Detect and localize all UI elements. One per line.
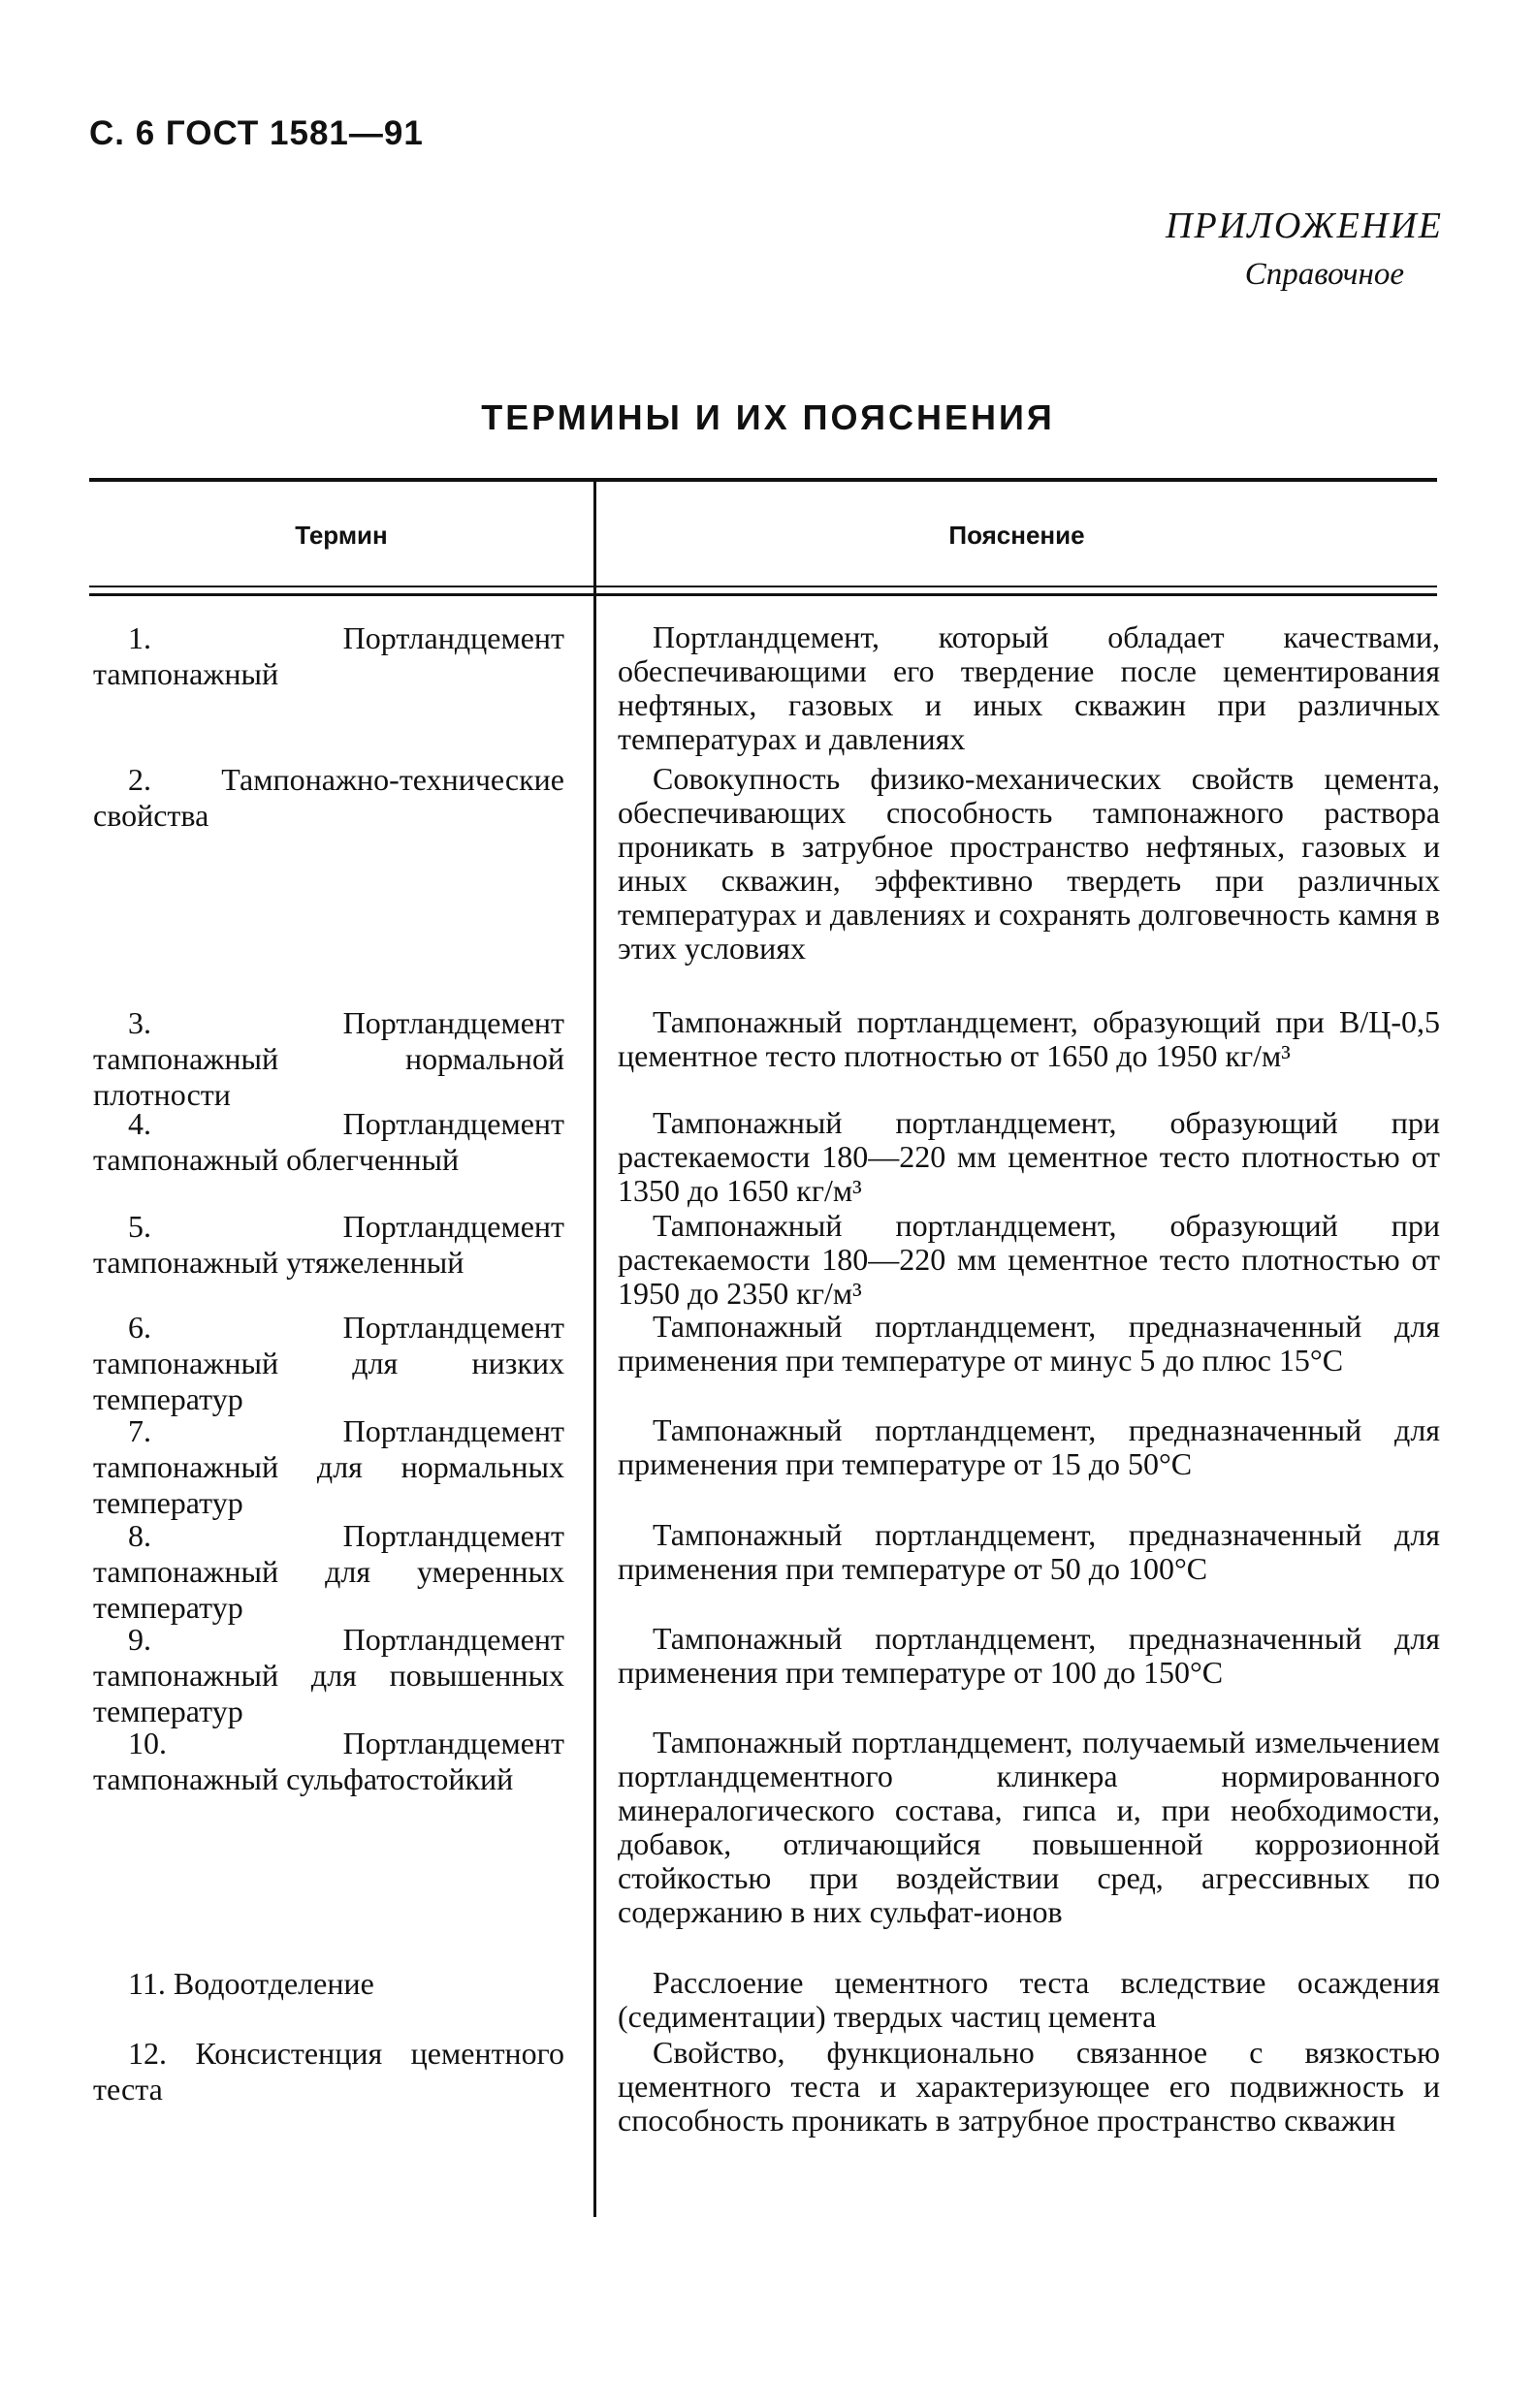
explanation-cell: Тампонажный портландцемент, образующий при В/Ц-0,5 цементное тесто плотностью от 1650 до 1950 кг/м³ xyxy=(618,1004,1440,1073)
term-cell xyxy=(93,1518,564,1626)
term-number: 2. xyxy=(128,762,151,797)
term-number: 12. xyxy=(128,2036,167,2071)
appendix-subtitle: Справочное xyxy=(1244,257,1404,292)
term-cell xyxy=(93,1622,564,1729)
term-number: 4. xyxy=(128,1106,151,1141)
term-text: Портландцемент тампонажный утяжеленный xyxy=(93,1209,564,1280)
explanation-cell: Тампонажный портландцемент, образующий при растекаемости 180—220 мм цементное тесто плотностью от 1950 до 2350 кг/м³ xyxy=(618,1208,1440,1311)
term-text: Тампонажно-технические свойства xyxy=(93,762,564,833)
document-title: ТЕРМИНЫ И ИХ ПОЯСНЕНИЯ xyxy=(481,397,1055,437)
term-text: Портландцемент тампонажный xyxy=(93,620,564,691)
explanation-cell: Тампонажный портландцемент, получаемый измельчением портландцементного клинкера нормированного минералогического состава, гипса и, при необходимости, добавок, отличающийся повышенной коррозионной стойкостью при воздействии сред, агрессивных по содержанию в них сульфат-ионов xyxy=(618,1725,1440,1929)
term-cell xyxy=(93,1005,564,1113)
term-cell xyxy=(93,1310,564,1417)
term-text: Портландцемент тампонажный облегченный xyxy=(93,1106,564,1177)
term-cell xyxy=(93,620,564,692)
term-number: 3. xyxy=(128,1005,151,1040)
explanation-cell: Совокупность физико-механических свойств цемента, обеспечивающих способность тампонажного раствора проникать в затрубное пространство нефтяных, газовых и иных скважин, эффективно твердеть при различных температурах и давлениях и сохранять долговечность камня в этих условиях xyxy=(618,761,1440,966)
header-rule-1 xyxy=(89,586,1437,587)
term-cell xyxy=(93,1106,564,1178)
term-cell xyxy=(93,762,564,834)
term-text: Портландцемент тампонажный сульфатостойкий xyxy=(93,1726,564,1796)
explanation-cell: Тампонажный портландцемент, предназначенный для применения при температуре от минус 5 до плюс 15°С xyxy=(618,1309,1440,1378)
header-rule-2 xyxy=(89,593,1437,596)
term-number: 8. xyxy=(128,1518,151,1553)
term-number: 11. xyxy=(128,1966,166,2001)
explanation-cell: Свойство, функционально связанное с вязкостью цементного теста и характеризующее его подвижность и способность проникать в затрубное пространство скважин xyxy=(618,2035,1440,2138)
term-number: 10. xyxy=(128,1726,167,1760)
appendix-label xyxy=(1036,202,1443,299)
explanation-cell: Портландцемент, который обладает качествами, обеспечивающими его твердение после цементирования нефтяных, газовых и иных скважин при различных температурах и давлениях xyxy=(618,619,1440,756)
term-number: 7. xyxy=(128,1413,151,1448)
term-number: 1. xyxy=(128,620,151,655)
explanation-cell: Тампонажный портландцемент, предназначенный для применения при температуре от 15 до 50°С xyxy=(618,1412,1440,1481)
term-text: Портландцемент тампонажный для повышенных температур xyxy=(93,1622,564,1728)
term-text: Консистенция цементного теста xyxy=(93,2036,564,2107)
explanation-cell: Тампонажный портландцемент, предназначенный для применения при температуре от 50 до 100°С xyxy=(618,1517,1440,1586)
term-cell xyxy=(93,1726,564,1797)
term-text: Водоотделение xyxy=(173,1966,374,2001)
column-header-term: Термин xyxy=(295,521,388,550)
term-number: 6. xyxy=(128,1310,151,1345)
table-top-rule xyxy=(89,478,1437,482)
term-cell xyxy=(93,1209,564,1281)
page-header: С. 6 ГОСТ 1581—91 xyxy=(89,114,424,152)
term-text: Портландцемент тампонажный для низких температур xyxy=(93,1310,564,1416)
term-cell xyxy=(93,2036,564,2107)
term-text: Портландцемент тампонажный нормальной плотности xyxy=(93,1005,564,1112)
explanation-cell: Тампонажный портландцемент, образующий при растекаемости 180—220 мм цементное тесто плотностью от 1350 до 1650 кг/м³ xyxy=(618,1105,1440,1208)
explanation-cell: Тампонажный портландцемент, предназначенный для применения при температуре от 100 до 150°С xyxy=(618,1621,1440,1690)
term-number: 5. xyxy=(128,1209,151,1244)
column-divider xyxy=(593,482,596,2217)
appendix-title: ПРИЛОЖЕНИЕ xyxy=(1166,206,1443,246)
explanation-cell: Расслоение цементного теста вследствие осаждения (седиментации) твердых частиц цемента xyxy=(618,1965,1440,2034)
term-cell xyxy=(93,1966,564,2002)
term-text: Портландцемент тампонажный для нормальных температур xyxy=(93,1413,564,1520)
column-header-explanation: Пояснение xyxy=(948,521,1085,550)
term-text: Портландцемент тампонажный для умеренных температур xyxy=(93,1518,564,1625)
term-number: 9. xyxy=(128,1622,151,1657)
term-cell xyxy=(93,1413,564,1521)
